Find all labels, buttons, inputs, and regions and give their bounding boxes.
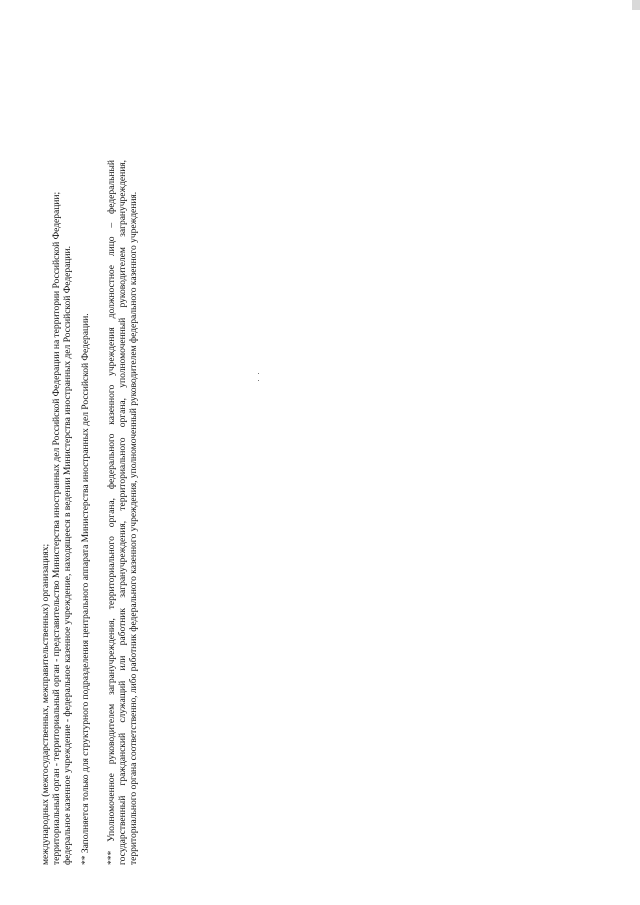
footnote-1-line-3: федеральное казенное учреждение - федеральное казенное учреждение, находящееся в ведении Министерства иностранных дел Российской Федерации.: [62, 246, 73, 865]
footnote-1-line-1: международных (межгосударственных, межправительственных) организациях;: [40, 543, 51, 865]
scan-speck: [258, 373, 259, 374]
footnote-2: ** Заполняется только для структурного подразделения центрального аппарата Министерства иностранных дел Российской Федерации.: [80, 313, 91, 865]
footnote-1-line-2: территориальный орган - территориальный орган - представительство Министерства иностранных дел Российской Федерации на территории Российской Федерации;: [51, 191, 62, 865]
scan-speck: [258, 380, 259, 381]
scan-corner-mark: [632, 0, 640, 10]
footnote-3-line-2: государственный гражданский служащий или работник загранучреждения, территориального органа, уполномоченный руководителем загранучреждения,: [117, 160, 128, 865]
rotated-footnotes-block: [40, 45, 600, 865]
footnote-3-line-3: территориального органа соответственно, либо работник федерального казенного учреждения, уполномоченный руководителем федерального казенного учреждения.: [128, 191, 139, 865]
footnote-3-line-1: *** Уполномоченное руководителем загранучреждения, территориального органа, федерального казенного учреждения должностное лицо – федеральный: [106, 160, 117, 865]
